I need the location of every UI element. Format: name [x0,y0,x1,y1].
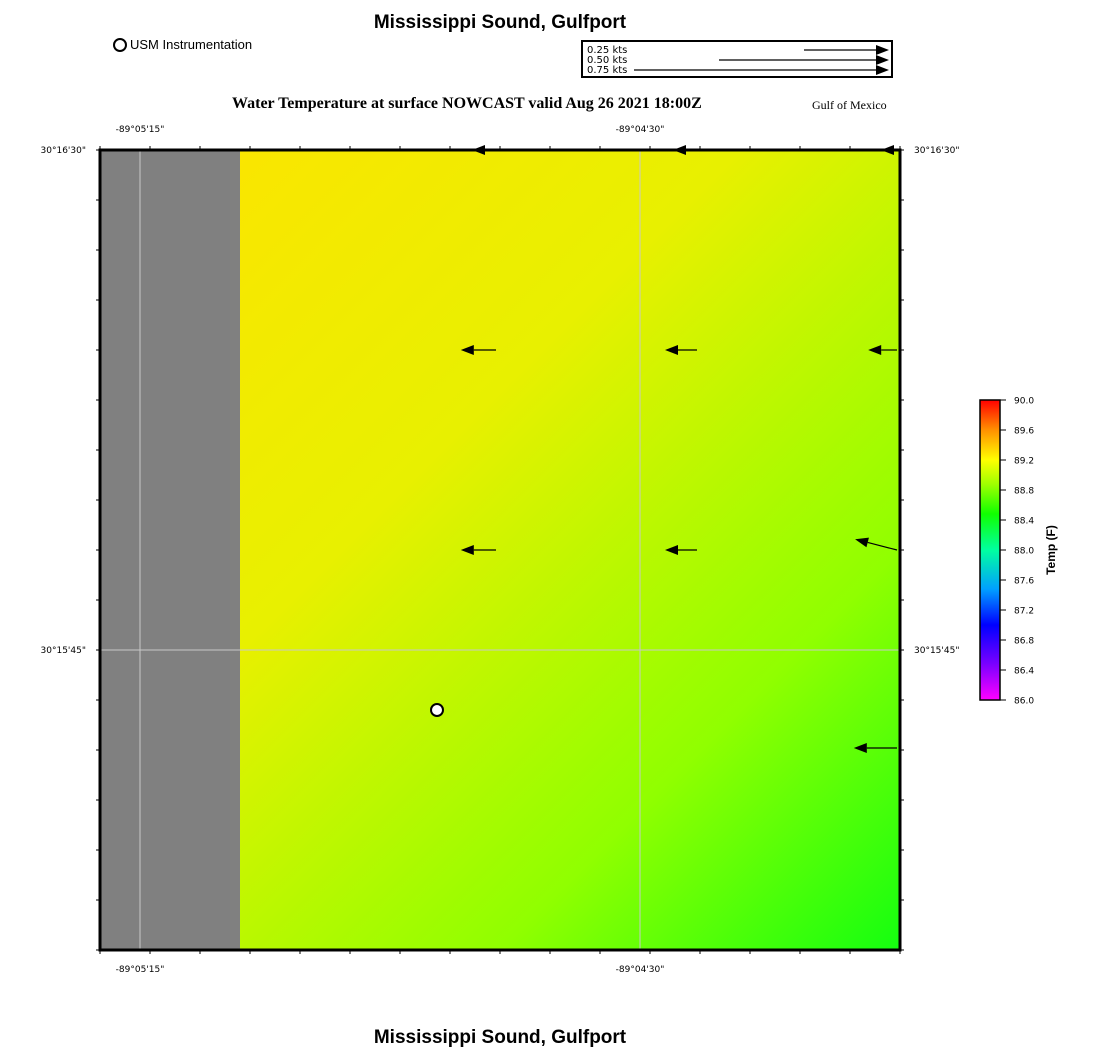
lon-label-top-2: -89°04'30" [615,125,665,135]
chart-subtitle: Water Temperature at surface NOWCAST valid Aug 26 2021 18:00Z [232,95,702,112]
lat-label-right-1: 30°16'30" [914,146,960,156]
colorbar-tick-label: 86.8 [1014,636,1035,647]
colorbar-tick-label: 90.0 [1014,396,1035,407]
colorbar-tick-label: 88.8 [1014,486,1035,497]
lon-label-bottom-2: -89°04'30" [615,965,665,975]
colorbar-tick-label: 88.4 [1014,516,1035,527]
land-mask [100,150,240,950]
instrument-legend-label: USM Instrumentation [130,37,253,52]
instrument-station-marker[interactable] [431,704,443,716]
region-label: Gulf of Mexico [812,98,887,112]
colorbar-tick-label: 87.2 [1014,606,1035,617]
footer-title: Mississippi Sound, Gulfport [373,1027,627,1048]
colorbar-ticks [1000,397,1034,707]
lon-label-bottom-1: -89°05'15" [115,965,165,975]
colorbar-tick-label: 86.0 [1014,696,1035,707]
lon-label-top-1: -89°05'15" [115,125,165,135]
colorbar-label: Temp (F) [1044,525,1058,575]
colorbar-tick-label: 89.2 [1014,456,1035,467]
vector-scale-label-2: 0.50 kts [587,55,628,66]
colorbar [980,400,1000,700]
colorbar-tick-label: 88.0 [1014,546,1035,557]
colorbar-tick-label: 89.6 [1014,426,1035,437]
page-title: Mississippi Sound, Gulfport [373,12,627,33]
colorbar-tick-label: 86.4 [1014,666,1035,677]
lat-label-left-1: 30°16'30" [40,146,86,156]
vector-scale-label-1: 0.25 kts [587,45,628,56]
lat-label-right-2: 30°15'45" [914,646,960,656]
vector-scale-label-3: 0.75 kts [587,65,628,76]
colorbar-tick-label: 87.6 [1014,576,1035,587]
lat-label-left-2: 30°15'45" [40,646,86,656]
